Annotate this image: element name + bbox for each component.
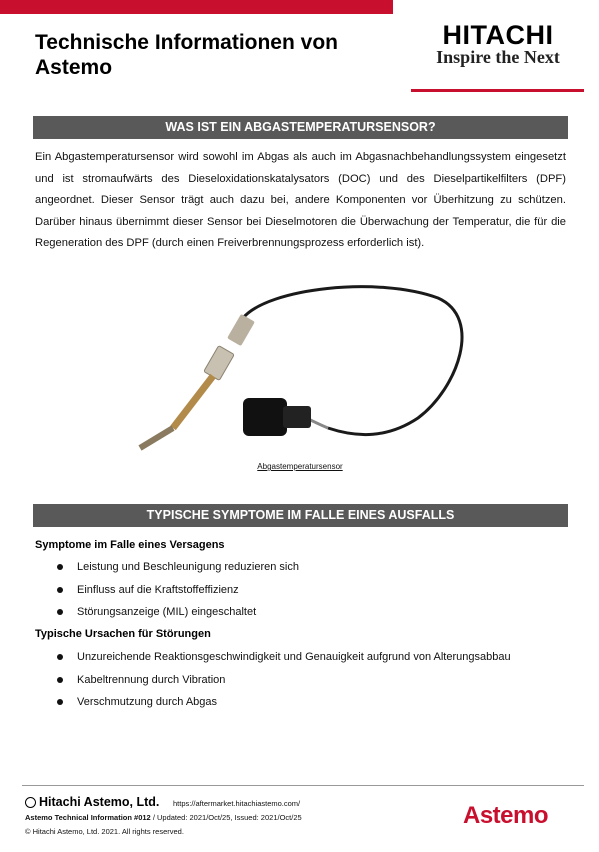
footer-url[interactable]: https://aftermarket.hitachiastemo.com/ — [173, 799, 301, 808]
intro-paragraph: Ein Abgastemperatursensor wird sowohl im Abgas als auch im Abgasnachbehandlungssystem eingesetzt und ist stromaufwärts des Dieseloxidationskatalysators (DOC) und des Dieselpartikelfilters (DPF) angeordnet. Dieser Sensor trägt auch dazu bei, andere Komponenten vor Überhitzung zu schützen. Darüber hinaus übernimmt dieser Sensor bei Dieselmotoren die Überwachung der Temperatur, die für die Regeneration des DPF (durch einen Freiverbrennungsprozess erforderlich ist). — [35, 151, 566, 249]
section-heading-symptoms: TYPISCHE SYMPTOME IM FALLE EINES AUSFALLS — [33, 504, 568, 527]
logo-tagline: Inspire the Next — [436, 47, 560, 67]
bullet-icon — [57, 587, 63, 593]
section-heading-what-is: WAS IST EIN ABGASTEMPERATURSENSOR? — [33, 116, 568, 139]
bullet-icon — [57, 654, 63, 660]
list-item: Leistung und Beschleunigung reduzieren sich — [55, 556, 299, 579]
bullet-icon — [57, 564, 63, 570]
bullet-icon — [57, 699, 63, 705]
list-item: Störungsanzeige (MIL) eingeschaltet — [55, 601, 299, 624]
footer-copyright: © Hitachi Astemo, Ltd. 2021. All rights reserved. — [25, 827, 184, 836]
image-caption: Abgastemperatursensor — [257, 462, 343, 471]
footer-divider — [22, 785, 584, 786]
symptoms-title: Symptome im Falle eines Versagens — [35, 539, 225, 551]
causes-list — [55, 646, 511, 714]
symptoms-list — [55, 556, 299, 624]
list-item: Verschmutzung durch Abgas — [55, 691, 511, 714]
hitachi-logo: HITACHI — [442, 20, 554, 50]
sensor-photo — [118, 278, 478, 458]
footer-info: Astemo Technical Information #012 / Updated: 2021/Oct/25, Issued: 2021/Oct/25 — [25, 813, 302, 822]
hitachi-mark-icon — [25, 797, 36, 808]
bullet-icon — [57, 677, 63, 683]
logo-underline — [411, 89, 584, 92]
top-red-bar — [0, 0, 393, 14]
list-item: Einfluss auf die Kraftstoffeffizienz — [55, 579, 299, 602]
astemo-logo: Astemo — [463, 802, 549, 829]
causes-title: Typische Ursachen für Störungen — [35, 628, 211, 640]
list-item: Kabeltrennung durch Vibration — [55, 669, 511, 692]
bullet-icon — [57, 609, 63, 615]
footer-brand: Hitachi Astemo, Ltd. — [25, 795, 159, 809]
page-title: Technische Informationen von Astemo — [35, 31, 338, 79]
list-item: Unzureichende Reaktionsgeschwindigkeit und Genauigkeit aufgrund von Alterungsabbau — [55, 646, 511, 669]
